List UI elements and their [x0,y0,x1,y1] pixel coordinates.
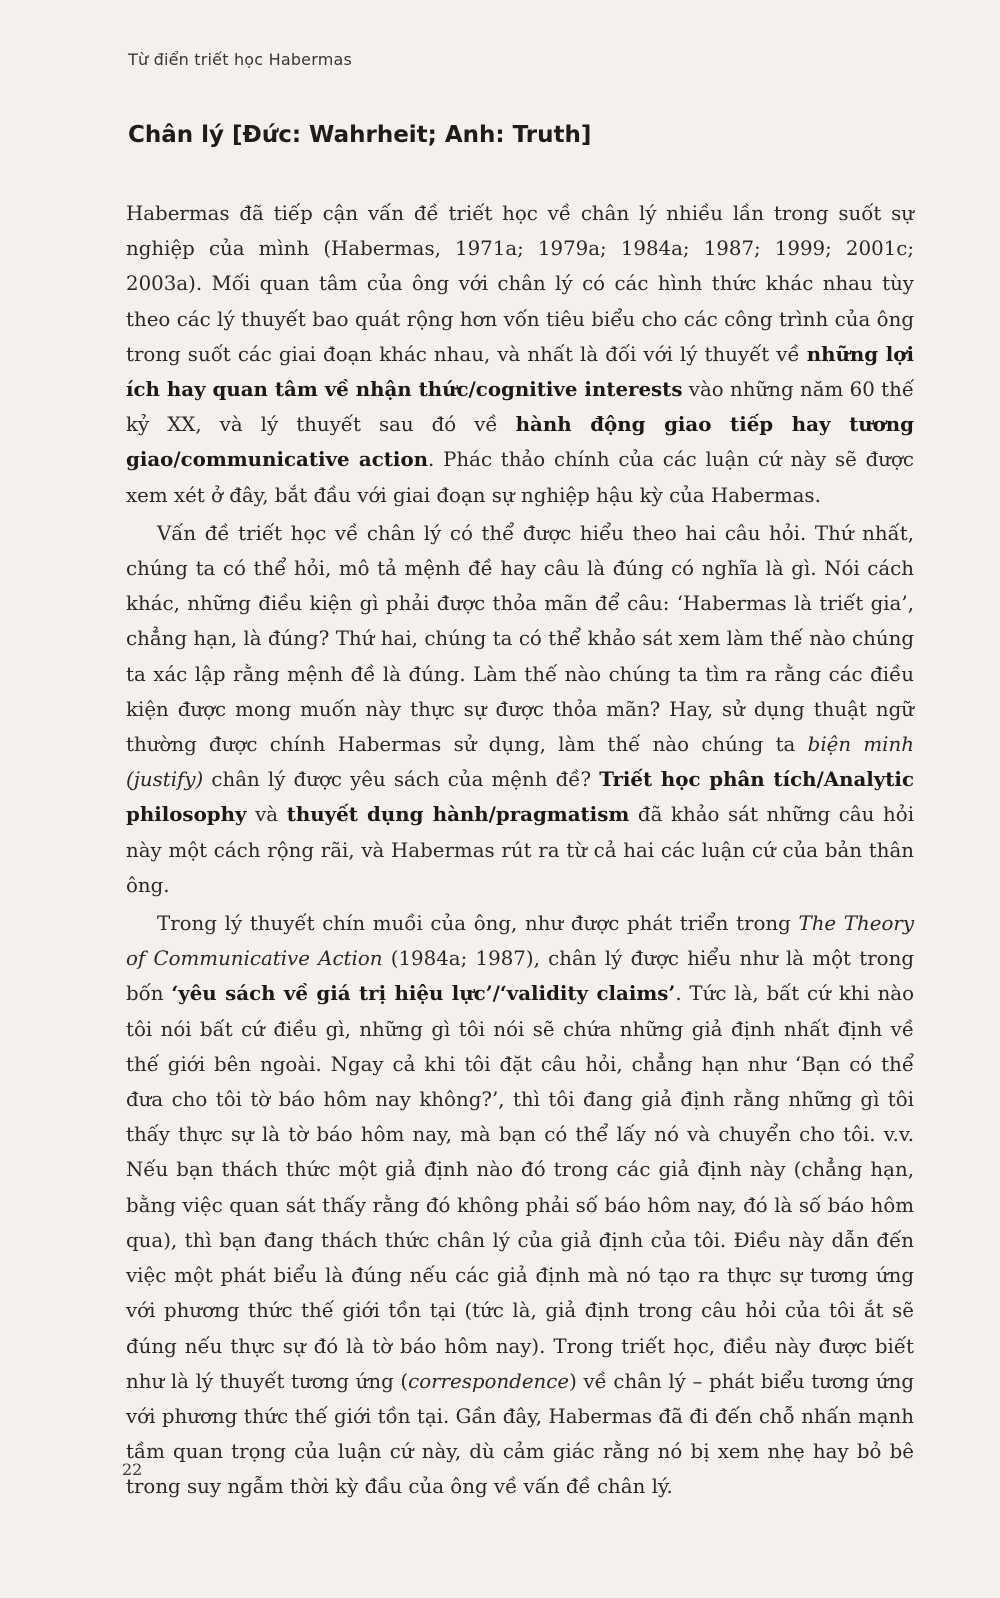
cross-reference-term: thuyết dụng hành/pragmatism [286,802,630,827]
paragraph-1 [126,196,914,513]
text-run: Vấn đề triết học về chân lý có thể được hiểu theo hai câu hỏi. Thứ nhất, chúng ta có thể hỏi, mô tả mệnh đề hay câu là đúng có nghĩa là gì. Nói cách khác, những điều kiện gì phải được thỏa mãn để câu: ‘Habermas là triết gia’, chẳng hạn, là đúng? Thứ hai, chúng ta có thể khảo sát xem làm thế nào chúng ta xác lập rằng mệnh đề là đúng. Làm thế nào chúng ta tìm ra rằng các điều kiện được mong muốn này thực sự được thỏa mãn? Hay, sử dụng thuật ngữ thường được chính Habermas sử dụng, làm thế nào chúng ta [126,521,914,757]
text-run: Habermas đã tiếp cận vấn đề triết học về chân lý nhiều lần trong suốt sự nghiệp của mình (Habermas, 1971a; 1979a; 1984a; 1987; 1999; 2001c; 2003a). Mối quan tâm của ông với chân lý có các hình thức khác nhau tùy theo các lý thuyết bao quát rộng hơn vốn tiêu biểu cho các công trình của ông trong suốt các giai đoạn khác nhau, và nhất là đối với lý thuyết về [126,202,914,366]
text-run: vào những năm 60 thế kỷ XX, và lý thuyết sau đó về [126,378,914,437]
text-run: Trong lý thuyết chín muồi của ông, như được phát triển trong [157,912,799,936]
text-run: (1984a; 1987), chân lý được hiểu như là một trong bốn [126,947,914,1006]
cross-reference-term: những lợi ích hay quan tâm về nhận thức/cognitive interests [126,341,914,402]
cross-reference-term: ‘yêu sách về giá trị hiệu lực’/‘validity claims’ [171,981,676,1006]
cross-reference-term: hành động giao tiếp hay tương giao/communicative action [126,412,914,472]
paragraph-3 [126,906,914,1504]
entry-title: Chân lý [Đức: Wahrheit; Anh: Truth] [128,122,592,148]
italic-term: correspondence [408,1369,570,1393]
text-run: . Tức là, bất cứ khi nào tôi nói bất cứ điều gì, những gì tôi nói sẽ chứa những giả định nhất định về thế giới bên ngoài. Ngay cả khi tôi đặt câu hỏi, chẳng hạn như ‘Bạn có thể đưa cho tôi tờ báo hôm nay không?’, thì tôi đang giả định rằng những gì tôi thấy thực sự là tờ báo hôm nay, mà bạn có thể lấy nó và chuyển cho tôi. v.v. Nếu bạn thách thức một giả định nào đó trong các giả định này (chẳng hạn, bằng việc quan sát thấy rằng đó không phải số báo hôm nay, đó là số báo hôm qua), thì bạn đang thách thức chân lý của giả định của tôi. Điều này dẫn đến việc một phát biểu là đúng nếu các giả định mà nó tạo ra thực sự tương ứng với phương thức thế giới tồn tại (tức là, giả định trong câu hỏi của tôi ắt sẽ đúng nếu thực sự đó là tờ báo hôm nay). Trong triết học, điều này được biết như là lý thuyết tương ứng ( [126,982,915,1393]
text-run: và [246,803,287,827]
running-header: Từ điển triết học Habermas [128,50,353,69]
entry-body [126,196,914,1508]
text-run: . Phác thảo chính của các luận cứ này sẽ được xem xét ở đây, bắt đầu với giai đoạn sự nghiệp hậu kỳ của Habermas. [126,448,915,507]
page-number: 22 [122,1460,143,1479]
text-run: chân lý được yêu sách của mệnh đề? [203,768,600,792]
text-run: ) về chân lý – phát biểu tương ứng với phương thức thế giới tồn tại. Gần đây, Habermas đã đi đến chỗ nhấn mạnh tầm quan trọng của luận cứ này, dù cảm giác rằng nó bị xem nhẹ hay bỏ bê trong suy ngẫm thời kỳ đầu của ông về vấn đề chân lý. [126,1369,914,1499]
cross-reference-term: Triết học phân tích/Analytic philosophy [126,767,914,827]
italic-term: biện minh (justify) [126,733,914,792]
book-title: The Theory of Communicative Action [126,912,915,971]
paragraph-2 [126,516,914,903]
text-run: đã khảo sát những câu hỏi này một cách rộng rãi, và Habermas rút ra từ cả hai các luận cứ của bản thân ông. [126,803,915,897]
